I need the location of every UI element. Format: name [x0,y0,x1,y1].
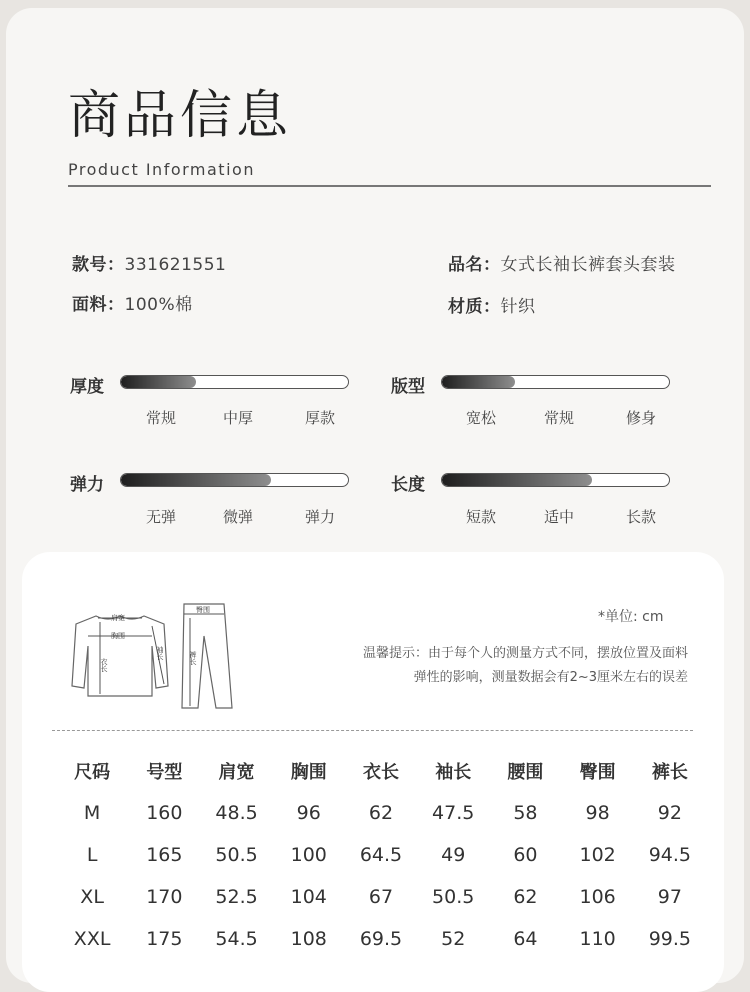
cell: 62 [368,802,394,824]
length-tick-1: 短款 [465,508,497,526]
diagram-sleeve-text: 袖长 [156,646,164,660]
info-style-no [72,250,226,275]
fit-meter [441,375,670,389]
cell: 175 [146,928,183,950]
table-row [56,834,706,876]
diagram-top-length-text: 衣长 [100,658,108,672]
header-hip: 臀围 [579,762,616,783]
info-product-name [448,250,676,275]
tip-line-2: 弹性的影响，测量数据会有2~3厘米左右的误差 [413,670,688,685]
style-no-value: 331621551 [124,255,227,275]
cell: 48.5 [215,802,258,824]
diagram-hip-text: 臀围 [196,606,210,614]
length-tick-3: 长款 [625,508,657,526]
elasticity-tick-1: 无弹 [145,508,177,526]
table-row [56,876,706,918]
cell: 60 [513,844,538,866]
header-size: 尺码 [74,762,111,783]
diagram-shoulder-text: 肩宽 [111,614,125,622]
style-no-label: 款号： [72,255,125,275]
cell: 69.5 [359,928,403,950]
length-label: 长度 [391,475,425,495]
fabric-value: 100%棉 [124,295,193,315]
diagram-pants-length-text: 裤长 [189,651,197,665]
product-name-value: 女式长袖长裤套头套装 [500,255,676,275]
fit-label: 版型 [391,377,425,397]
cell: 58 [513,802,538,824]
cell: M [83,802,101,824]
page-subtitle: Product Information [68,160,255,179]
cell: 67 [368,886,394,908]
cell: 50.5 [432,886,475,908]
info-fabric [72,290,193,315]
header-model: 号型 [146,762,183,783]
elasticity-meter-fill [121,474,271,486]
cell: 52 [441,928,466,950]
cell: 96 [296,802,321,824]
material-value: 针织 [500,297,536,317]
cell: 99.5 [648,928,692,950]
fit-tick-3: 修身 [625,409,657,427]
elasticity-tick-2: 微弹 [222,508,254,526]
cell: 104 [290,886,327,908]
cell: L [86,844,98,866]
thickness-meter [120,375,349,389]
tip-line-1: 温馨提示：由于每个人的测量方式不同，摆放位置及面料 [362,646,688,661]
size-table-header-row [56,750,706,792]
cell: XXL [73,928,111,950]
cell: 106 [579,886,616,908]
cell: 97 [657,886,682,908]
thickness-tick-2: 中厚 [222,409,254,427]
cell: 98 [585,802,610,824]
header-chest: 胸围 [290,762,327,783]
cell: 165 [146,844,183,866]
material-label: 材质： [448,297,501,317]
dashed-divider [52,730,693,731]
cell: 64.5 [359,844,403,866]
fit-meter-fill [442,376,515,388]
thickness-meter-fill [121,376,196,388]
measurement-diagram [60,596,260,716]
header-waist: 腰围 [507,762,544,783]
cell: 170 [146,886,183,908]
cell: 100 [290,844,327,866]
cell: 92 [657,802,682,824]
header-sleeve: 袖长 [435,762,472,783]
fabric-label: 面料： [72,295,125,315]
size-table [56,750,706,960]
elasticity-label: 弹力 [70,475,104,495]
fit-tick-2: 常规 [543,409,575,427]
thickness-tick-1: 常规 [145,409,177,427]
info-material [448,292,536,317]
table-row [56,792,706,834]
product-name-label: 品名： [448,255,501,275]
unit-note: *单位: cm [598,609,664,625]
fit-tick-1: 宽松 [465,409,497,427]
cell: 160 [146,802,183,824]
length-meter-fill [442,474,592,486]
table-row [56,918,706,960]
cell: 50.5 [215,844,258,866]
thickness-tick-3: 厚款 [304,409,336,427]
cell: 62 [513,886,538,908]
cell: 52.5 [215,886,258,908]
length-meter [441,473,670,487]
length-tick-2: 适中 [543,508,575,526]
cell: 108 [290,928,327,950]
cell: 47.5 [432,802,475,824]
thickness-label: 厚度 [70,377,104,397]
cell: 94.5 [648,844,692,866]
cell: 110 [579,928,616,950]
header-pants-length: 裤长 [651,762,688,783]
cell: 102 [579,844,616,866]
cell: 54.5 [215,928,258,950]
top-garment-outline [72,616,168,696]
cell: XL [80,886,104,908]
cell: 64 [513,928,538,950]
title-divider [68,185,711,187]
cell: 49 [441,844,466,866]
header-top-length: 衣长 [362,762,399,783]
header-shoulder: 肩宽 [218,762,255,783]
page-title: 商品信息 [68,86,293,146]
diagram-chest-text: 胸围 [111,632,125,640]
elasticity-tick-3: 弹力 [304,508,336,526]
elasticity-meter [120,473,349,487]
